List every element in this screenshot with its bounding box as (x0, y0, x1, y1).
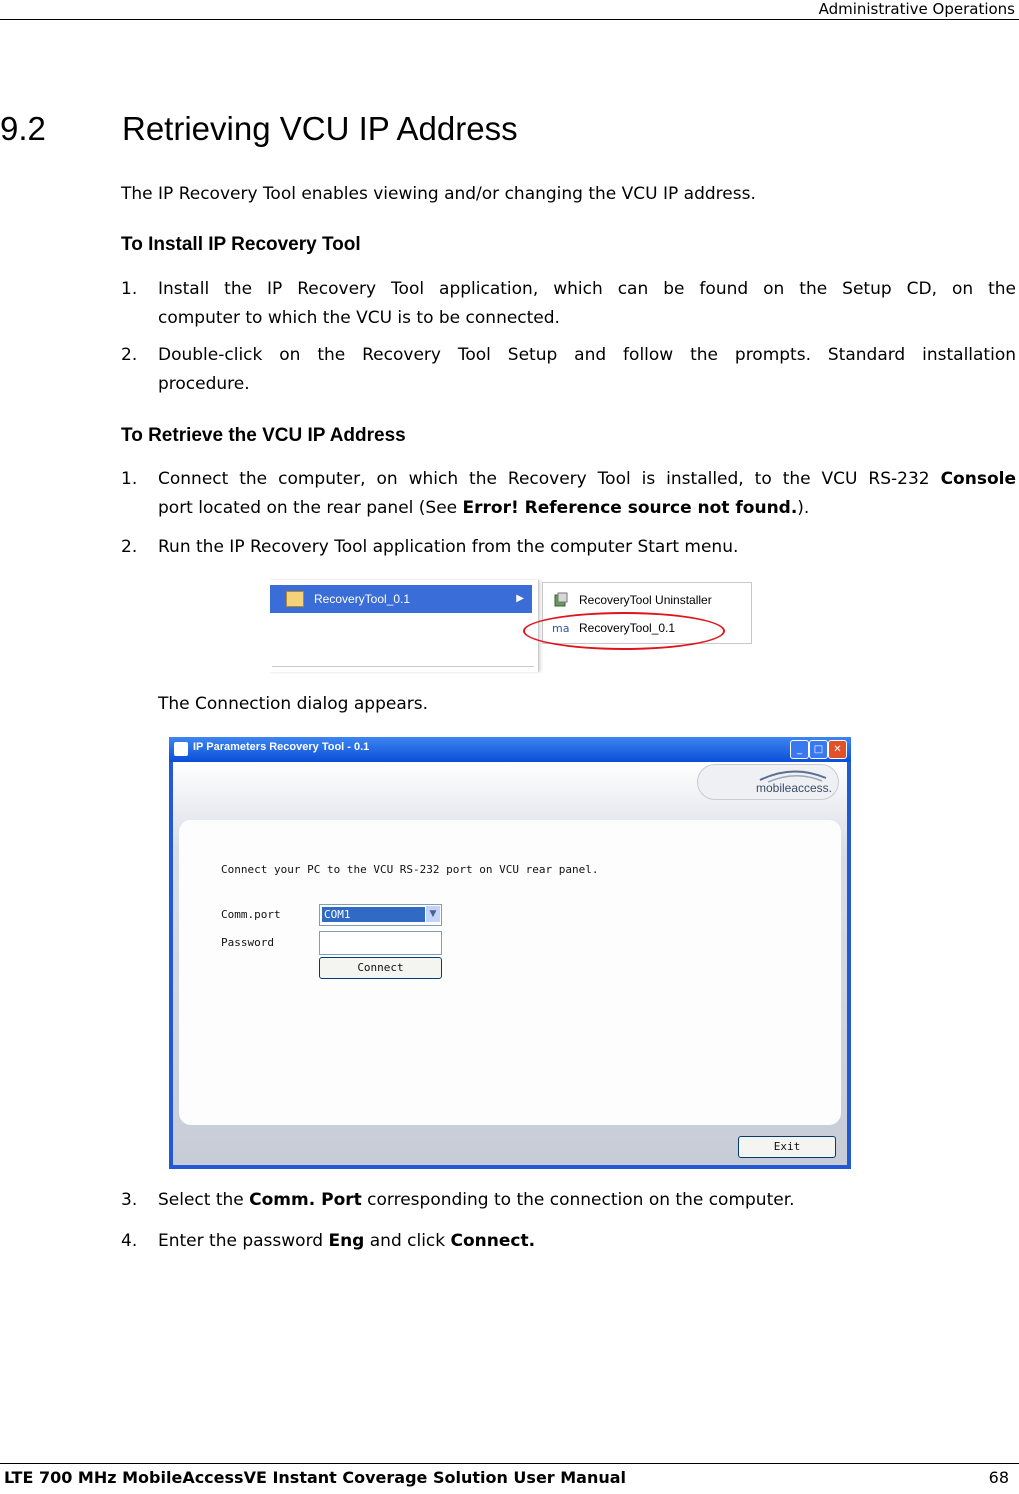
step-text (158, 465, 1016, 494)
close-icon[interactable]: ✕ (828, 740, 847, 759)
emphasis: Console (940, 469, 1016, 489)
window-client (173, 762, 847, 1165)
step-number: 3. (121, 1190, 138, 1210)
mobileaccess-logo (697, 764, 839, 800)
running-header: Administrative Operations (818, 0, 1015, 18)
install-heading: To Install IP Recovery Tool (121, 234, 361, 255)
menu-item-label: RecoveryTool_0.1 (579, 621, 676, 635)
step-text: Double-click on the Recovery Tool Setup and follow the prompts. Standard installation (158, 345, 1016, 365)
menu-item-recoverytool-folder[interactable] (270, 585, 532, 613)
uninstaller-icon (553, 592, 569, 608)
comm-port-label: Comm.port (221, 908, 281, 921)
retrieve-step-2 (121, 533, 1016, 562)
submenu-arrow-icon: ▶ (516, 593, 524, 604)
start-menu-screenshot (268, 580, 753, 672)
emphasis: Comm. Port (249, 1190, 362, 1210)
step-text-cont: computer to which the VCU is to be connected. (158, 308, 560, 328)
text-run: Enter the password (158, 1231, 329, 1251)
connection-panel (179, 820, 841, 1125)
step-text-cont: procedure. (158, 374, 250, 394)
footer-rule (0, 1463, 1019, 1464)
step-text-cont (158, 494, 1016, 523)
maximize-icon[interactable]: □ (809, 740, 828, 759)
comm-port-value: COM1 (322, 907, 425, 922)
step-number: 1. (121, 279, 138, 299)
text-run: corresponding to the connection on the computer. (361, 1190, 795, 1210)
step-number: 1. (121, 469, 138, 489)
connection-note: The Connection dialog appears. (158, 694, 428, 714)
text-run: ). (797, 498, 810, 518)
connect-button[interactable]: Connect (319, 957, 442, 979)
app-icon (174, 742, 188, 756)
window-title: IP Parameters Recovery Tool - 0.1 (193, 741, 370, 753)
menu-item-uninstaller[interactable] (543, 587, 749, 613)
emphasis: Connect. (450, 1231, 536, 1251)
minimize-icon[interactable]: _ (790, 740, 809, 759)
emphasis: Error! Reference source not found. (462, 498, 798, 518)
recovery-tool-window (169, 737, 851, 1169)
install-step-1 (121, 275, 1016, 333)
retrieve-heading: To Retrieve the VCU IP Address (121, 425, 406, 446)
step-number: 4. (121, 1231, 138, 1251)
chevron-down-icon[interactable]: ▼ (426, 906, 440, 922)
svg-text:ma: ma (552, 622, 570, 635)
window-titlebar[interactable] (169, 737, 851, 762)
step-text: Install the IP Recovery Tool application, which can be found on the Setup CD, on the (158, 279, 1016, 299)
text-run: and click (364, 1231, 451, 1251)
step-number: 2. (121, 345, 138, 365)
folder-icon (286, 591, 304, 607)
menu-divider (272, 666, 534, 667)
step-number: 2. (121, 537, 138, 557)
instruction-text: Connect your PC to the VCU RS-232 port on VCU rear panel. (221, 863, 599, 876)
footer-title: LTE 700 MHz MobileAccessVE Instant Coverage Solution User Manual (4, 1468, 627, 1487)
step-text (158, 1186, 1016, 1215)
password-label: Password (221, 936, 274, 949)
text-run: port located on the rear panel (See (158, 498, 463, 518)
menu-item-label: RecoveryTool_0.1 (314, 592, 411, 606)
programs-menu (268, 580, 539, 672)
section-title-text: Retrieving VCU IP Address (122, 110, 518, 147)
retrieve-step-4 (121, 1227, 1016, 1256)
step-text (158, 1227, 1016, 1256)
text-run: Connect the computer, on which the Recovery Tool is installed, to the VCU RS-232 (158, 469, 941, 489)
text-run: Select the (158, 1190, 250, 1210)
emphasis: Eng (328, 1231, 365, 1251)
step-text: Run the IP Recovery Tool application from the computer Start menu. (158, 537, 739, 557)
section-number: 9.2 (0, 110, 46, 147)
retrieve-step-3 (121, 1186, 1016, 1215)
brand-text: mobileaccess. (755, 781, 832, 795)
comm-port-select[interactable] (319, 904, 442, 926)
menu-item-label: RecoveryTool Uninstaller (579, 593, 712, 607)
password-field[interactable] (319, 931, 442, 955)
highlight-circle (523, 612, 725, 650)
exit-button[interactable]: Exit (738, 1136, 836, 1158)
header-rule (0, 19, 1019, 20)
section-title (0, 110, 518, 148)
retrieve-step-1 (121, 465, 1016, 523)
page-number: 68 (988, 1468, 1009, 1487)
install-step-2 (121, 341, 1016, 399)
intro-paragraph: The IP Recovery Tool enables viewing and/or changing the VCU IP address. (121, 184, 756, 204)
